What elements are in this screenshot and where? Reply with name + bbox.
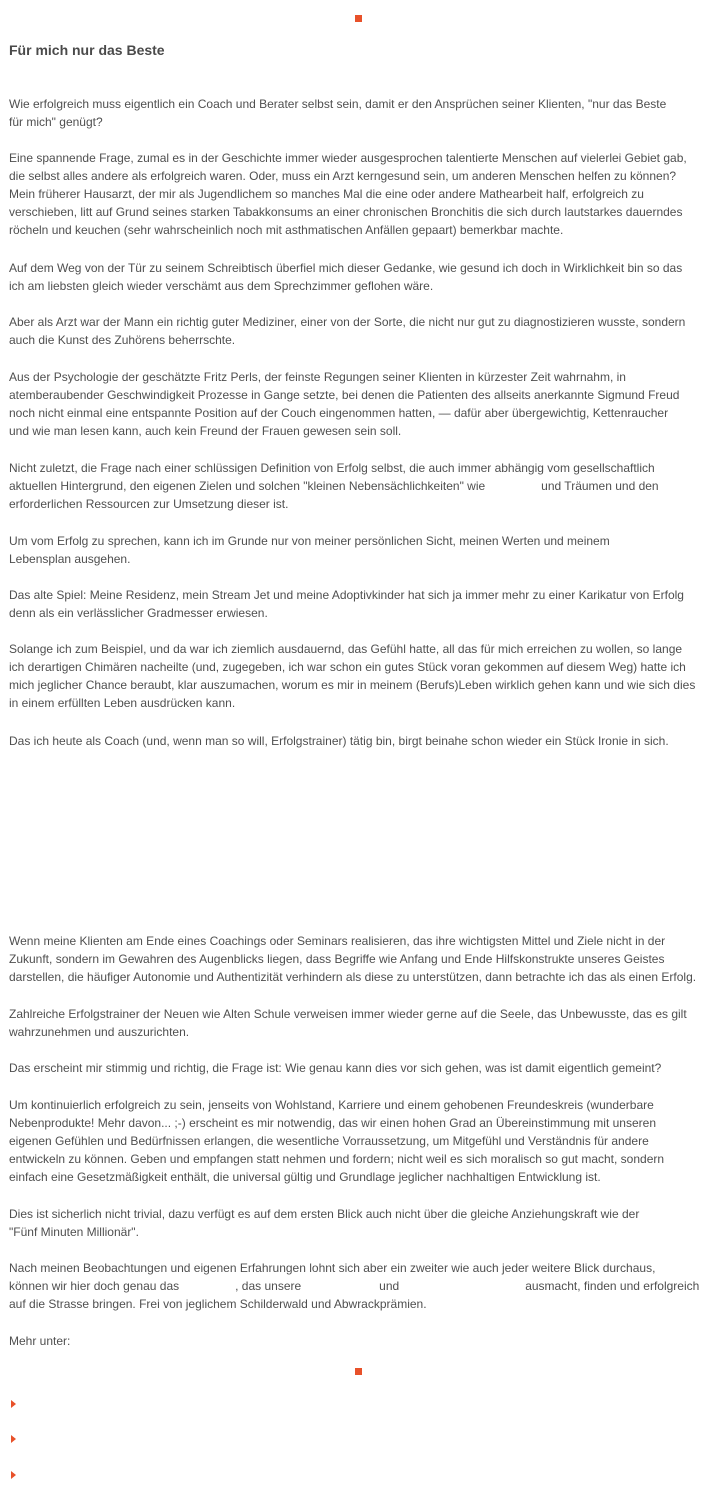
top-separator-square [355, 15, 362, 22]
text-line: verschieben, litt auf Grund seines starken Tabakkonsums an einer chronischen Bronchitis die sich durch lautstarkes dauerndes [9, 205, 683, 219]
text-line: Aber als Arzt war der Mann ein richtig guter Mediziner, einer von der Sorte, die nicht nur gut zu diagnostizieren wusste, sondern [9, 315, 686, 329]
bullet-arrow-icon[interactable] [11, 1400, 16, 1408]
paragraph-3 [9, 259, 709, 295]
text-line: Nicht zuletzt, die Frage nach einer schlüssigen Definition von Erfolg selbst, die auch immer abhängig vom gesellschaftlich [9, 461, 655, 475]
text-line: Zukunft, sondern im Gewahren des Augenblicks liegen, dass Begriffe wie Anfang und Ende Hilfskonstrukte unseres Geistes [9, 952, 665, 966]
bullet-arrow-icon[interactable] [11, 1435, 16, 1443]
text-line: Aus der Psychologie der geschätzte Fritz Perls, der feinste Regungen seiner Klienten in kürzester Zeit wahrnahm, in [9, 370, 626, 384]
text-line: einfach eine Gesetzmäßigkeit enthält, die universal gültig und Grundlage jeglicher nachhaltigen Entwicklung ist. [9, 1170, 601, 1184]
text-line: eigenen Gefühlen und Bedürfnissen erlangen, die wesentliche Vorraussetzung, um Mitgefühl und Verständnis für andere [9, 1134, 649, 1148]
page-title: Für mich nur das Beste [9, 42, 165, 58]
text-line: denn als ein verlässlicher Gradmesser erwiesen. [9, 606, 268, 620]
text-line: entwickeln zu können. Geben und empfangen statt nehmen und fordern; nicht weil es sich moralisch so gut macht, sondern [9, 1152, 665, 1166]
paragraph-5 [9, 368, 709, 440]
text-line: atemberaubender Geschwindigkeit Prozesse in Gange setzte, bei denen die Patienten des allseits anerkannte Sigmund Freud [9, 388, 680, 402]
text-line: und wie man lesen kann, auch kein Freund der Frauen gewesen sein soll. [9, 424, 402, 438]
paragraph-4 [9, 313, 709, 349]
text-line: röcheln und keuchen (sehr wahrscheinlich noch mit asthmatischen Anfällen gepaart) bemerkbar machte. [9, 223, 564, 237]
paragraph-12 [9, 1005, 709, 1041]
text-line: Mein früherer Hausarzt, der mir als Jugendlichem so manches Mal die eine oder andere Mathearbeit half, erfolgreich zu [9, 187, 644, 201]
text-line: für mich" genügt? [9, 115, 103, 129]
paragraph-10 [9, 732, 709, 750]
paragraph-7 [9, 532, 709, 568]
paragraph-16 [9, 1259, 709, 1313]
paragraph-14 [9, 1096, 709, 1186]
text-segment: können wir hier doch genau das [9, 1279, 180, 1293]
text-line: Nach meinen Beobachtungen und eigenen Erfahrungen lohnt sich aber ein zweiter wie auch jeder weitere Blick durchaus, [9, 1261, 656, 1275]
text-line: mich jeglicher Chance beraubt, klar auszumachen, worum es mir in meinem (Berufs)Leben wirklich gehen kann und wie sich dies [9, 678, 696, 692]
text-line: die selbst alles andere als erfolgreich waren. Oder, muss ein Arzt kerngesund sein, um anderen Menschen helfen zu können? [9, 169, 677, 183]
paragraph-17 [9, 1332, 709, 1350]
text-line: darstellen, die häufiger Autonomie und Authentizität verhindern als diese zu unterstützen, dann betrachte ich das als einen Erfolg. [9, 970, 697, 984]
text-segment: aktuellen Hintergrund, den eigenen Zielen und solchen "kleinen Nebensächlichkeiten" wie [9, 479, 486, 493]
text-line: Eine spannende Frage, zumal es in der Geschichte immer wieder ausgesprochen talentierte Menschen auf vielerlei Gebiet gab, [9, 151, 687, 165]
text-line: Das ich heute als Coach (und, wenn man so will, Erfolgstrainer) tätig bin, birgt beinahe schon wieder ein Stück Ironie in sich. [9, 734, 669, 748]
paragraph-2 [9, 149, 709, 239]
text-segment: ausmacht, finden und erfolgreich [525, 1279, 700, 1293]
paragraph-1 [9, 95, 709, 131]
text-line: Das erscheint mir stimmig und richtig, die Frage ist: Wie genau kann dies vor sich gehen, was ist damit eigentlich gemeint? [9, 1061, 662, 1075]
paragraph-6 [9, 459, 709, 513]
text-line: Zahlreiche Erfolgstrainer der Neuen wie Alten Schule verweisen immer wieder gerne auf die Seele, das Unbewusste, das es gilt [9, 1007, 687, 1021]
text-line: ich derartigen Chimären nacheilte (und, zugegeben, ich war schon ein gutes Stück voran gekommen auf diesem Weg) hatte ich [9, 660, 686, 674]
text-line: noch nicht einmal eine entspannte Position auf der Couch eingenommen hatten, — dafür aber übergewichtig, Kettenraucher [9, 406, 669, 420]
text-line: auch die Kunst des Zuhörens beherrschte. [9, 333, 236, 347]
paragraph-15 [9, 1205, 709, 1241]
paragraph-8 [9, 586, 709, 622]
text-line [9, 477, 709, 495]
text-line: Nebenprodukte! Mehr davon... ;-) erscheint es mir notwendig, das wir einen hohen Grad an Übereinstimmung mit unseren [9, 1116, 656, 1130]
text-line: "Fünf Minuten Millionär". [9, 1225, 139, 1239]
text-line: Wie erfolgreich muss eigentlich ein Coach und Berater selbst sein, damit er den Ansprüchen seiner Klienten, "nur das Beste [9, 97, 667, 111]
text-line: Auf dem Weg von der Tür zu seinem Schreibtisch überfiel mich dieser Gedanke, wie gesund ich doch in Wirklichkeit bin so das [9, 261, 683, 275]
text-line: Um vom Erfolg zu sprechen, kann ich im Grunde nur von meiner persönlichen Sicht, meinen Werten und meinem [9, 534, 610, 548]
text-segment: und [379, 1279, 400, 1293]
bullet-arrow-icon[interactable] [11, 1471, 16, 1479]
bottom-separator-square [355, 1368, 362, 1375]
text-line: Das alte Spiel: Meine Residenz, mein Stream Jet und meine Adoptivkinder hat sich ja immer mehr zu einer Karikatur von Erfolg [9, 588, 684, 602]
text-line: Lebensplan ausgehen. [9, 552, 131, 566]
text-line: Wenn meine Klienten am Ende eines Coachings oder Seminars realisieren, das ihre wichtigsten Mittel und Ziele nicht in der [9, 934, 666, 948]
text-segment: und Träumen und den [541, 479, 659, 493]
text-segment: , das unsere [235, 1279, 302, 1293]
text-line: Um kontinuierlich erfolgreich zu sein, jenseits von Wohlstand, Karriere und einem gehobenen Freundeskreis (wunderbare [9, 1098, 654, 1112]
text-line: auf die Strasse bringen. Frei von jeglichem Schilderwald und Abwrackprämien. [9, 1297, 427, 1311]
text-line: Solange ich zum Beispiel, und da war ich ziemlich ausdauernd, das Gefühl hatte, all das für mich erreichen zu wollen, so lange [9, 642, 683, 656]
paragraph-13 [9, 1059, 709, 1077]
text-line: in einem erfüllten Leben ausdrücken kann. [9, 696, 236, 710]
paragraph-11 [9, 932, 709, 986]
text-line: erforderlichen Ressourcen zur Umsetzung dieser ist. [9, 497, 289, 511]
text-line: ich am liebsten gleich wieder verschämt aus dem Sprechzimmer geflohen wäre. [9, 279, 434, 293]
text-line [9, 1277, 709, 1295]
text-line: Dies ist sicherlich nicht trivial, dazu verfügt es auf dem ersten Blick auch nicht über die gleiche Anziehungskraft wie der [9, 1207, 640, 1221]
paragraph-9 [9, 640, 709, 712]
text-line: Mehr unter: [9, 1334, 71, 1348]
text-line: wahrzunehmen und auszurichten. [9, 1025, 190, 1039]
